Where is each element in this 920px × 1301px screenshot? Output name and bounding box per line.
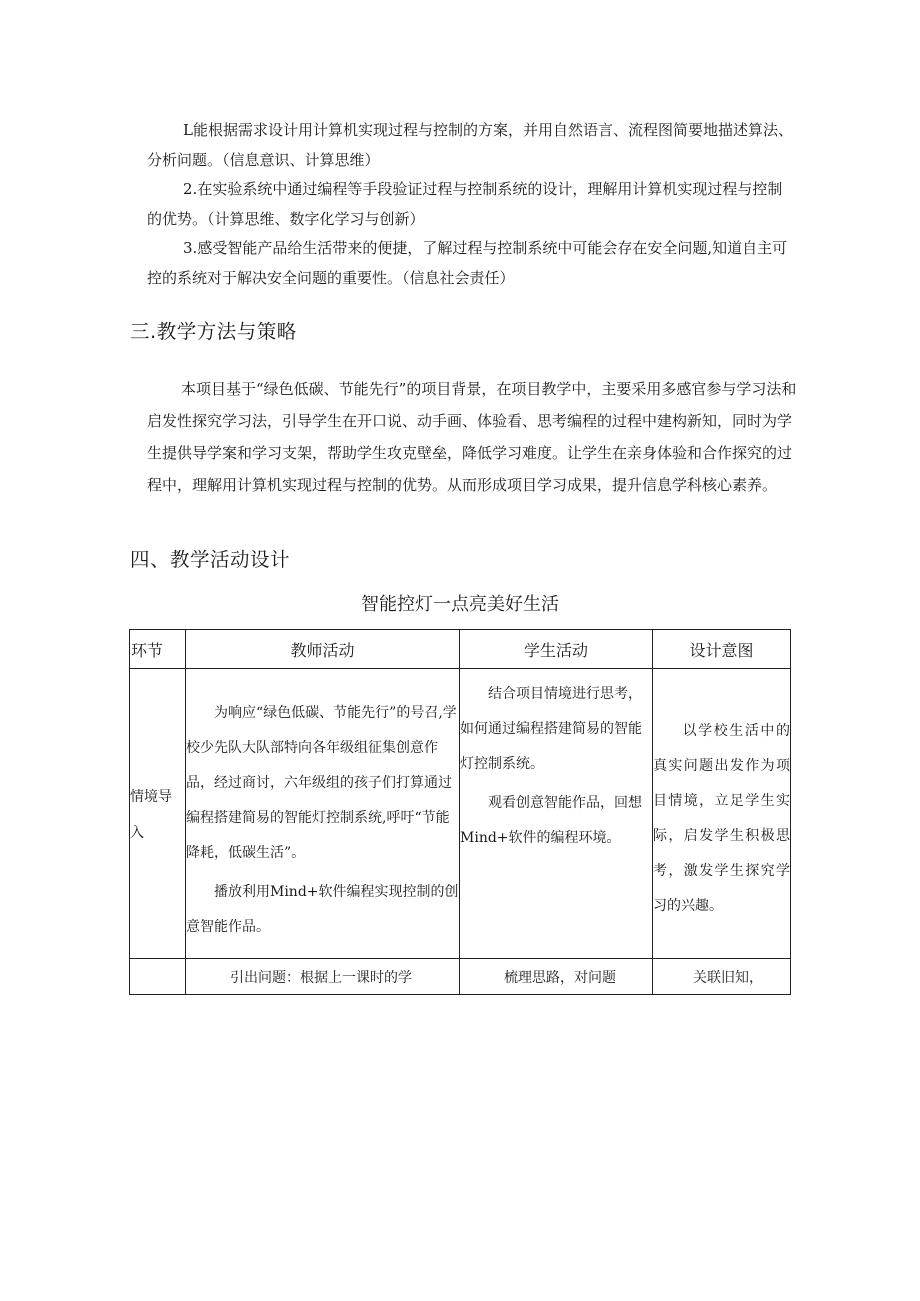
teacher-activity-cell-2 — [186, 959, 460, 995]
section-3-heading: 三.教学方法与策略 — [130, 320, 297, 343]
objective-2-text: .在实验系统中通过编程等手段验证过程与控制系统的设计，理解用计算机实现过程与控制的优势。（计算思维、数字化学习与创新） — [147, 180, 783, 228]
objective-2-marker: 2 — [183, 180, 193, 198]
header-stage: 环节 — [130, 630, 186, 669]
objective-1-marker: L — [183, 121, 193, 139]
teacher-activity-cell — [186, 669, 460, 959]
table-row — [130, 959, 791, 995]
section-3-paragraph-text: 本项目基于“绿色低碳、节能先行”的项目背景，在项目教学中，主要采用多感官参与学习法和启发性探究学习法，引导学生在开口说、动手画、体验看、思考编程的过程中建构新知，同时为学生提供导学案和学习支架，帮助学生攻克壁垒，降低学习难度。让学生在亲身体验和合作探究的过程中，理解用计算机实现过程与控制的优势。从而形成项目学习成果，提升信息学科核心素养。 — [147, 380, 797, 494]
student-activity-text-2: 观看创意智能作品，回想Mind+软件的编程环境。 — [460, 795, 642, 846]
design-intent-cell-2 — [653, 959, 791, 995]
table-row — [130, 669, 791, 959]
student-activity-cell — [460, 669, 653, 959]
header-student-activity: 学生活动 — [460, 630, 653, 669]
stage-cell: 情境导入 — [130, 669, 186, 959]
table-header-row — [130, 630, 791, 669]
student-activity-text-1: 结合项目情境进行思考，如何通过编程搭建简易的智能灯控制系统。 — [460, 686, 642, 772]
objective-1-text: 能根据需求设计用计算机实现过程与控制的方案，并用自然语言、流程图简要地描述算法、分析问题。（信息意识、计算思维） — [147, 121, 793, 169]
header-teacher-activity: 教师活动 — [186, 630, 460, 669]
header-design-intent: 设计意图 — [653, 630, 791, 669]
student-activity-text-3: 梳理思路，对问题 — [504, 969, 616, 986]
objective-1 — [147, 116, 797, 175]
teacher-activity-text-3: 引出问题：根据上一课时的学 — [230, 969, 412, 986]
objective-3 — [147, 234, 797, 293]
teacher-activity-text-1: 为响应“绿色低碳、节能先行”的号召,学校少先队大队部特向各年级组征集创意作品，经过商讨，六年级组的孩子们打算通过编程搭建简易的智能灯控制系统,呼吁“节能降耗，低碳生活”。 — [186, 705, 457, 861]
objective-2 — [147, 175, 797, 234]
design-intent-text: 以学校生活中的真实问题出发作为项目情境，立足学生实际，启发学生积极思考，激发学生探究学习的兴趣。 — [653, 723, 790, 914]
student-activity-cell-2 — [460, 959, 653, 995]
table-title: 智能控灯一点亮美好生活 — [361, 594, 559, 615]
objective-3-marker: 3 — [183, 239, 193, 257]
design-intent-cell — [653, 669, 791, 959]
section-4-heading: 四、教学活动设计 — [130, 548, 291, 571]
design-intent-text-2: 关联旧知， — [693, 969, 763, 986]
stage-cell-2 — [130, 959, 186, 995]
objective-3-text: .感受智能产品给生活带来的便捷，了解过程与控制系统中可能会存在安全问题,知道自主可控的系统对于解决安全问题的重要性。（信息社会责任） — [147, 239, 788, 287]
activity-table — [129, 629, 791, 995]
section-3-paragraph — [147, 373, 797, 501]
teacher-activity-text-2: 播放利用Mind+软件编程实现控制的创意智能作品。 — [186, 884, 459, 935]
